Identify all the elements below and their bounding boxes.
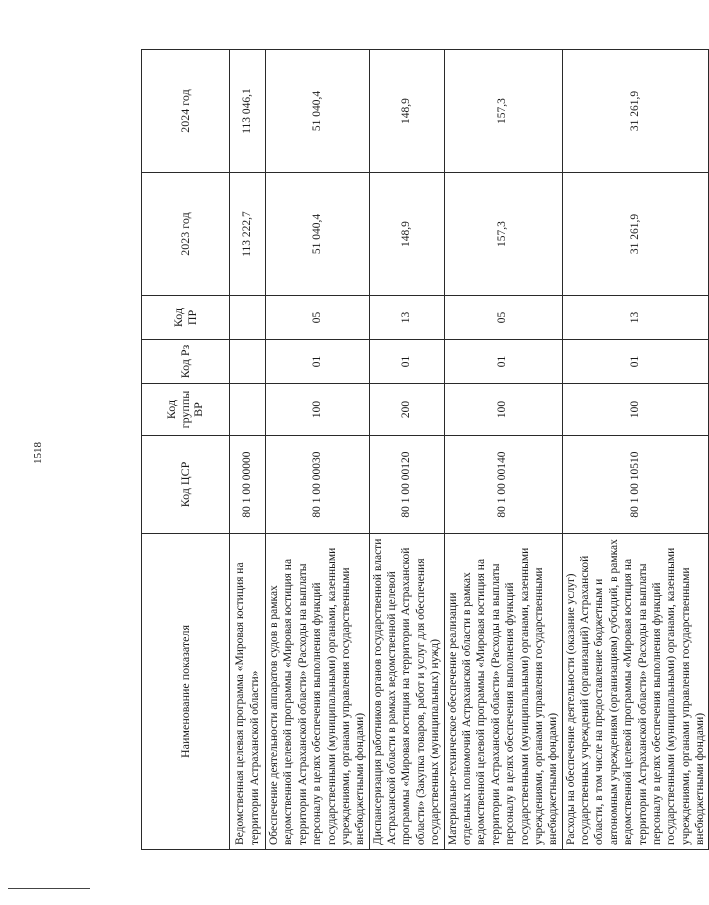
row-csr: 80 1 00 10510	[562, 436, 709, 534]
row-name: Материально-техническое обеспечение реализации отдельных полномочий Астраханской области в рамках ведомственной целевой программы «Мировая юстиция на территории Астраханской области» (Расходы на выплаты персоналу в целях обеспечения выполнения функций государственными (муниципальными) органами, казенными учреждениями, органами управления государственными внебюджетными фондами)	[444, 534, 562, 850]
row-name: Ведомственная целевая программа «Мировая юстиция на территории Астраханской области»	[230, 534, 266, 850]
table-row	[230, 50, 266, 850]
table-row	[562, 50, 709, 850]
row-2024: 51 040,4	[266, 50, 370, 173]
col-header-2023: 2023 год	[142, 173, 230, 296]
row-2023: 157,3	[444, 173, 562, 296]
row-2023: 148,9	[369, 173, 444, 296]
row-csr: 80 1 00 00140	[444, 436, 562, 534]
table-row	[266, 50, 370, 850]
row-2023: 51 040,4	[266, 173, 370, 296]
row-pr: 13	[369, 296, 444, 340]
row-pr: 05	[444, 296, 562, 340]
row-csr: 80 1 00 00030	[266, 436, 370, 534]
col-header-name: Наименование показателя	[142, 534, 230, 850]
row-vr: 100	[266, 384, 370, 436]
row-rz: 01	[369, 340, 444, 384]
col-header-csr: Код ЦСР	[142, 436, 230, 534]
col-header-vr: Код группы ВР	[142, 384, 230, 436]
row-rz: 01	[444, 340, 562, 384]
table-row	[444, 50, 562, 850]
page-number: 1518	[32, 442, 44, 464]
row-pr: 05	[266, 296, 370, 340]
row-vr	[230, 384, 266, 436]
row-2023: 113 222,7	[230, 173, 266, 296]
row-name: Расходы на обеспечение деятельности (оказание услуг) государственных учреждений (организаций) Астраханской области, в том числе на предоставление бюджетным и автономным учреждениям (организациям) субсидий, в рамках ведомственной целевой программы «Мировая юстиция на территории Астраханской области» (Расходы на выплаты персоналу в целях обеспечения выполнения функций государственными (муниципальными) органами, казенными учреждениями, органами управления государственными внебюджетными фондами)	[562, 534, 709, 850]
budget-table	[141, 49, 709, 850]
row-2024: 113 046,1	[230, 50, 266, 173]
col-header-rz: Код Рз	[142, 340, 230, 384]
row-vr: 100	[562, 384, 709, 436]
row-name: Диспансеризация работников органов государственной власти Астраханской области в рамках ведомственной целевой программы «Мировая юстиция на территории Астраханской области» (Закупка товаров, работ и услуг для обеспечения государственных (муниципальных) нужд)	[369, 534, 444, 850]
row-csr: 80 1 00 00120	[369, 436, 444, 534]
row-rz	[230, 340, 266, 384]
row-2023: 31 261,9	[562, 173, 709, 296]
row-rz: 01	[266, 340, 370, 384]
row-2024: 148,9	[369, 50, 444, 173]
footer-rule	[8, 888, 90, 889]
rotated-table-container	[141, 50, 706, 850]
row-csr: 80 1 00 00000	[230, 436, 266, 534]
row-2024: 157,3	[444, 50, 562, 173]
row-vr: 100	[444, 384, 562, 436]
row-name: Обеспечение деятельности аппаратов судов в рамках ведомственной целевой программы «Мировая юстиция на территории Астраханской области» (Расходы на выплаты персоналу в целях обеспечения выполнения функций государственными (муниципальными) органами, казенными учреждениями, органами управления государственными внебюджетными фондами)	[266, 534, 370, 850]
col-header-pr: Код ПР	[142, 296, 230, 340]
table-row	[369, 50, 444, 850]
col-header-2024: 2024 год	[142, 50, 230, 173]
header-row	[142, 50, 230, 850]
row-rz: 01	[562, 340, 709, 384]
row-2024: 31 261,9	[562, 50, 709, 173]
row-pr	[230, 296, 266, 340]
row-vr: 200	[369, 384, 444, 436]
row-pr: 13	[562, 296, 709, 340]
